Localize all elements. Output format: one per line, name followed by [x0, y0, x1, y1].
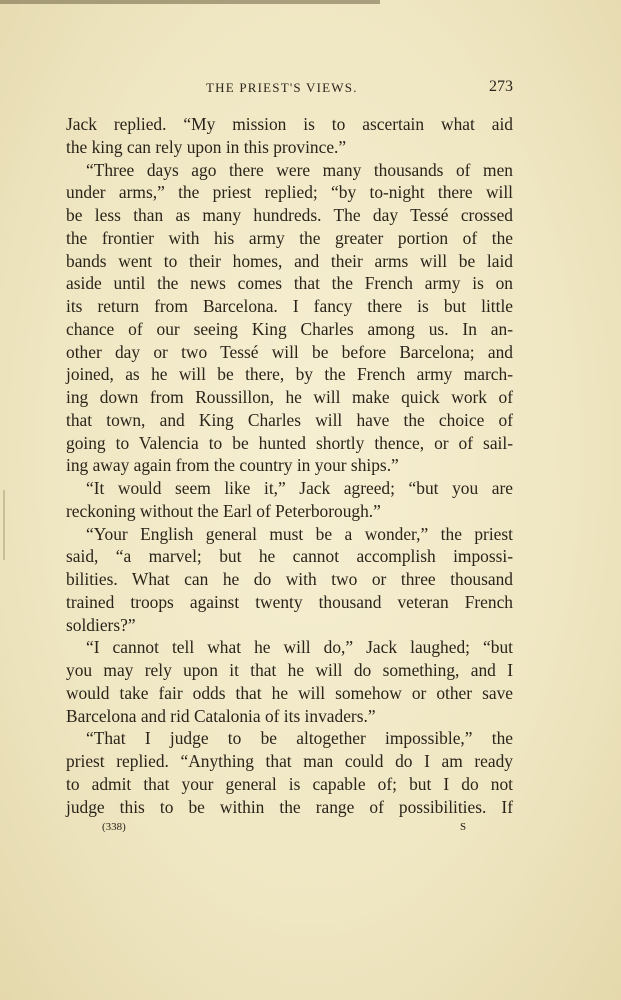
- text-line: priest replied. “Anything that man could do I am ready: [66, 751, 513, 771]
- text-line: to admit that your general is capable of; but I do not: [66, 773, 513, 794]
- text-line: ing down from Roussillon, he will make quick work of: [66, 387, 513, 407]
- text-line: “I cannot tell what he will do,” Jack laughed; “but: [86, 637, 513, 658]
- text-line: the frontier with his army the greater portion of the: [66, 227, 513, 248]
- page-footer: [66, 821, 513, 839]
- text-line: trained troops against twenty thousand veteran French: [66, 591, 513, 612]
- text-line: “It would seem like it,” Jack agreed; “but you are: [86, 478, 513, 498]
- text-line: “Three days ago there were many thousands of men: [86, 159, 513, 180]
- text-line: under arms,” the priest replied; “by to-night there will: [66, 182, 513, 203]
- text-line: ing away again from the country in your ships.”: [66, 455, 399, 476]
- text-line: other day or two Tessé will be before Barcelona; and: [66, 341, 513, 362]
- text-line: judge this to be within the range of possibilities. If: [66, 796, 513, 817]
- page-header: [66, 80, 513, 100]
- text-line: joined, as he will be there, by the French army march-: [66, 364, 513, 385]
- text-line: Jack replied. “My mission is to ascertain what aid: [66, 114, 513, 134]
- left-margin-mark: [3, 490, 5, 560]
- signature-mark-right: S: [460, 821, 467, 833]
- text-line: soldiers?”: [66, 614, 136, 635]
- running-head: THE PRIEST'S VIEWS.: [206, 80, 358, 95]
- text-line: the king can rely upon in this province.”: [66, 136, 347, 157]
- text-line: “Your English general must be a wonder,” the priest: [86, 523, 513, 544]
- text-line: its return from Barcelona. I fancy there is but little: [66, 296, 513, 316]
- text-line: “That I judge to be altogether impossible,” the: [86, 728, 513, 749]
- text-line: bands went to their homes, and their arms will be laid: [66, 250, 513, 271]
- text-line: that town, and King Charles will have the choice of: [66, 409, 513, 430]
- top-edge-line: [0, 0, 380, 4]
- text-line: reckoning without the Earl of Peterborough.”: [66, 500, 381, 521]
- signature-mark-left: (338): [102, 821, 126, 833]
- text-line: be less than as many hundreds. The day Tessé crossed: [66, 205, 513, 225]
- text-line: Barcelona and rid Catalonia of its invaders.”: [66, 705, 376, 726]
- text-line: aside until the news comes that the French army is on: [66, 273, 513, 294]
- text-line: said, “a marvel; but he cannot accomplish impossi-: [66, 546, 513, 567]
- text-line: you may rely upon it that he will do something, and I: [66, 660, 513, 680]
- text-line: going to Valencia to be hunted shortly thence, or of sail-: [66, 432, 513, 453]
- text-line: would take fair odds that he will somehow or other save: [66, 682, 513, 703]
- body-text: [66, 113, 513, 818]
- page-number: 273: [489, 78, 513, 95]
- text-line: chance of our seeing King Charles among us. In an-: [66, 318, 513, 339]
- text-line: bilities. What can he do with two or three thousand: [66, 569, 513, 589]
